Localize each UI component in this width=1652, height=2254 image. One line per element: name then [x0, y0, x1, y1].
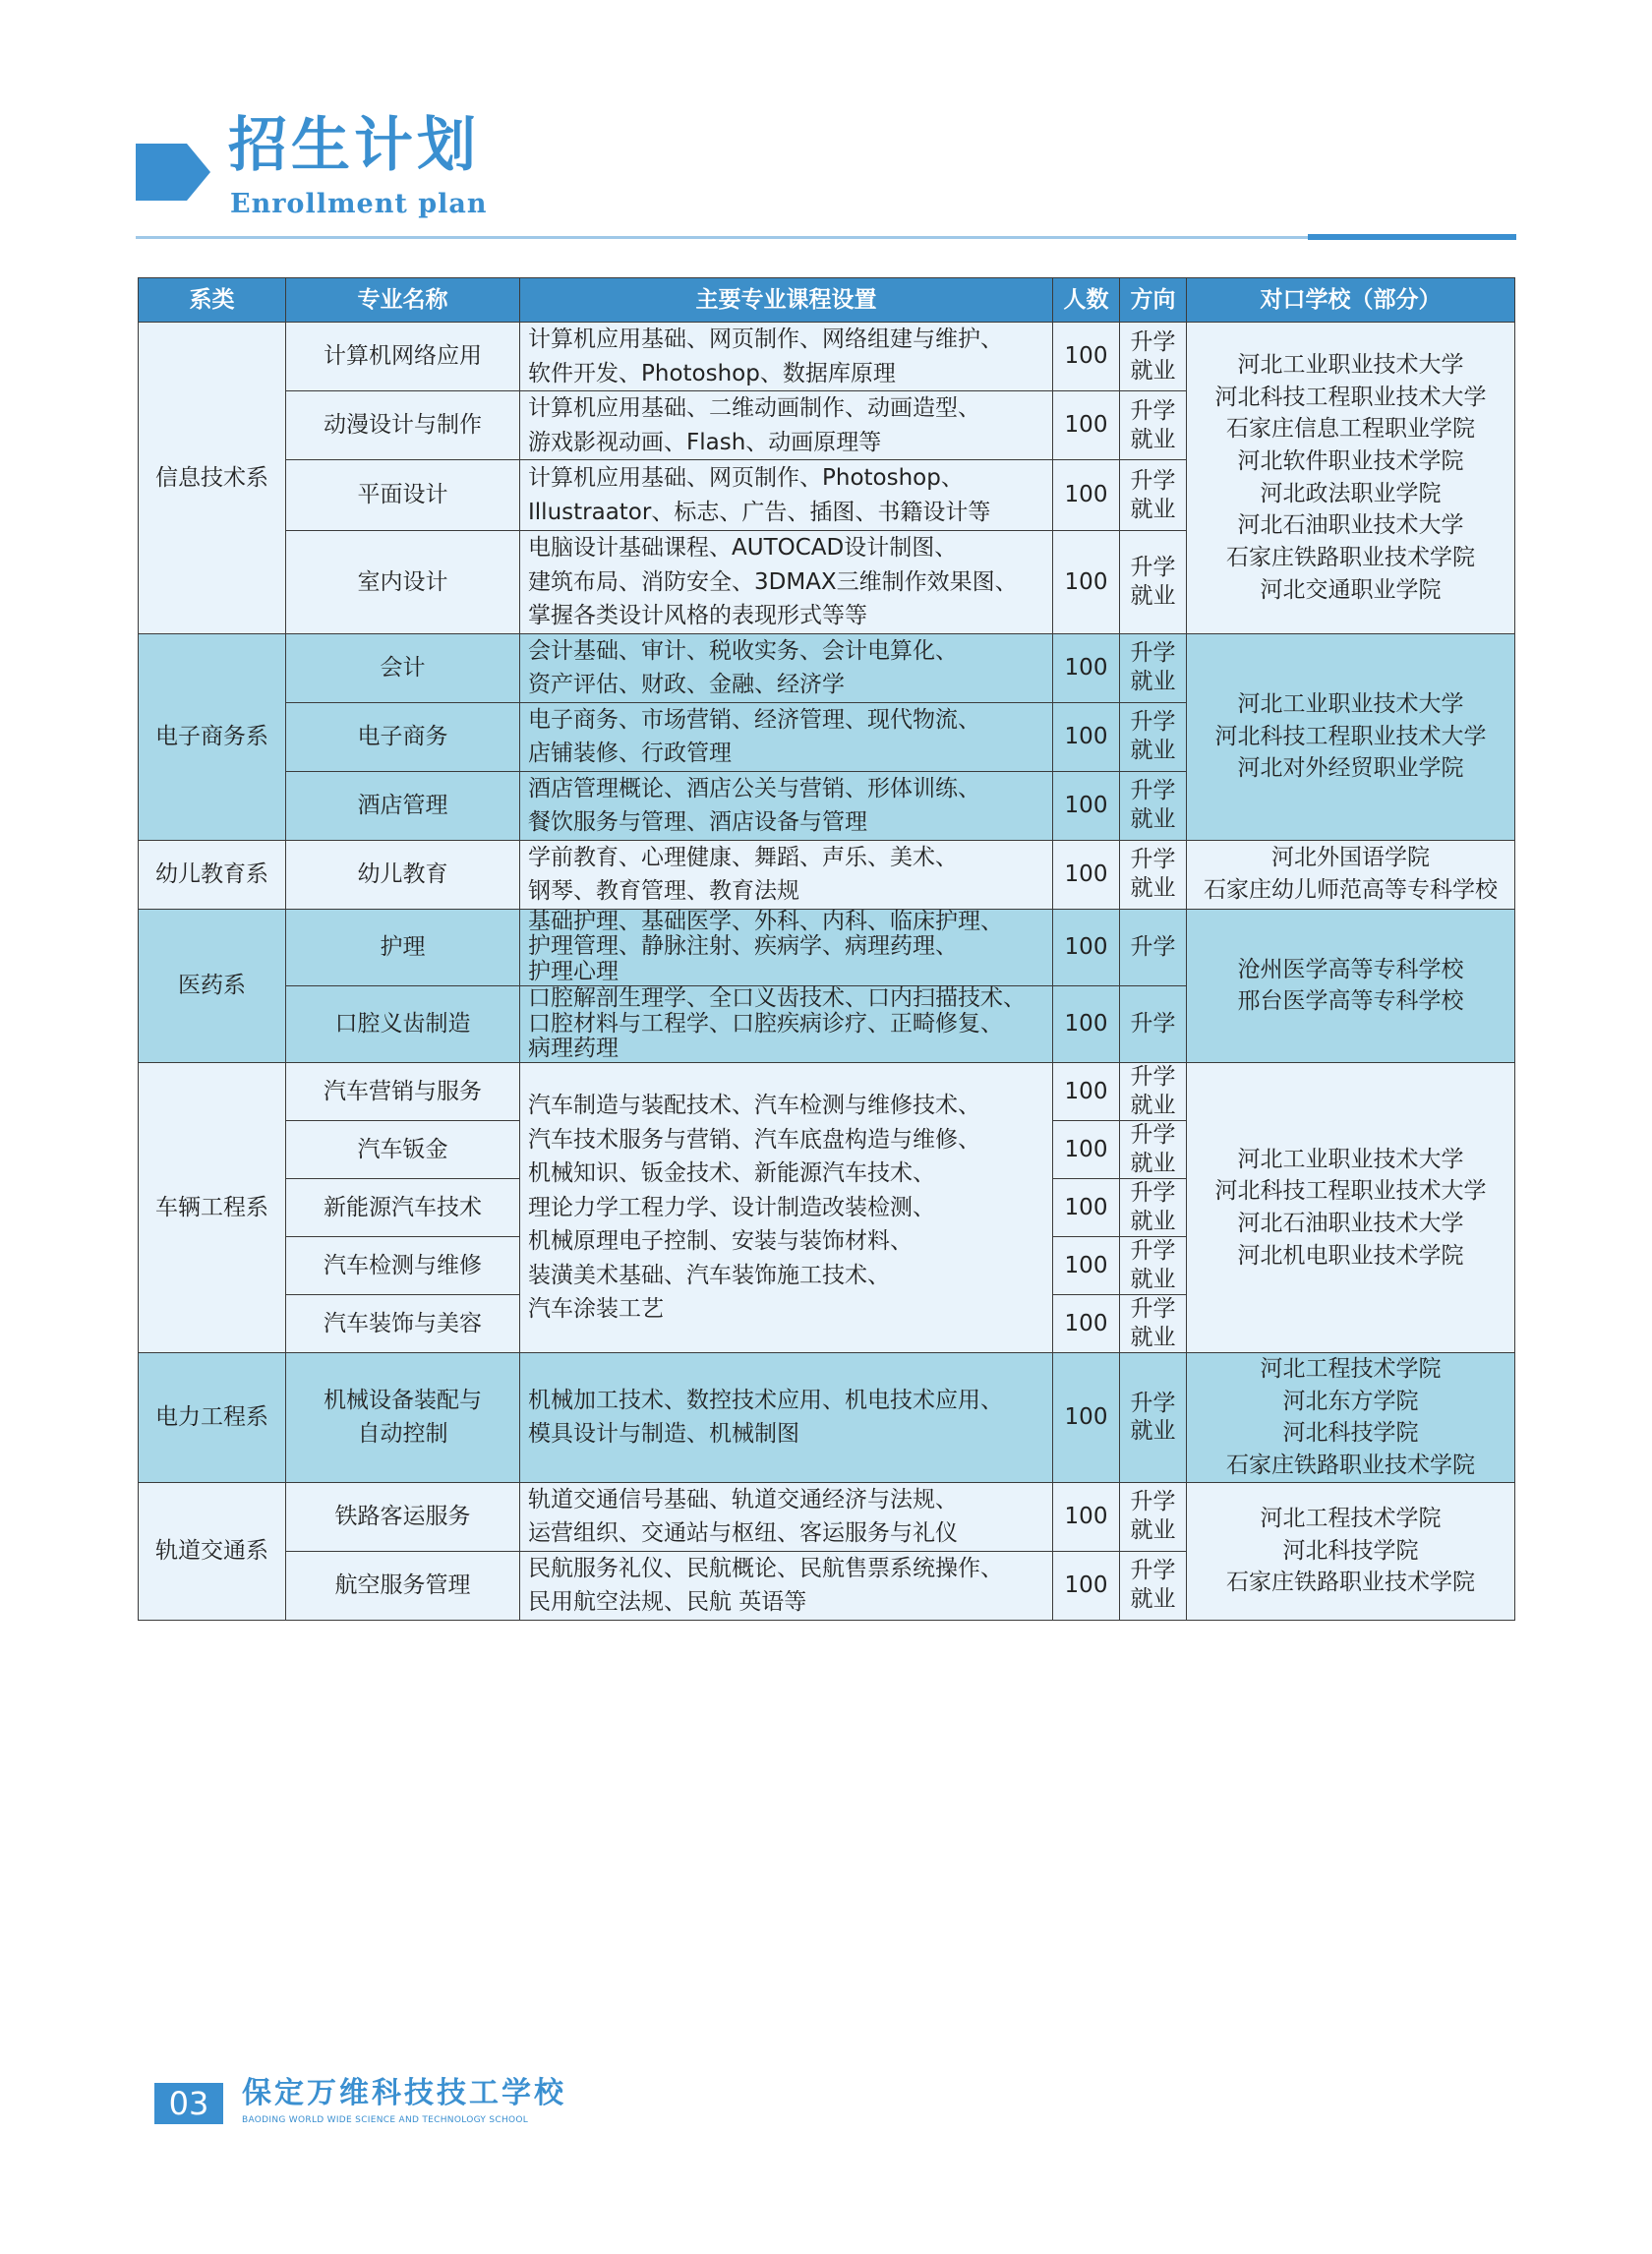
major-name-cell: 会计 — [286, 633, 520, 702]
major-name-cell: 平面设计 — [286, 460, 520, 531]
school-line: 河北科技工程职业技术大学 — [1214, 1178, 1487, 1205]
count-cell: 100 — [1053, 391, 1120, 460]
table-row — [139, 323, 1515, 391]
direction-line: 升学 — [1130, 1390, 1176, 1416]
department-cell: 医药系 — [139, 909, 286, 1063]
count-cell: 100 — [1053, 531, 1120, 634]
course-line: 汽车涂装工艺 — [528, 1296, 664, 1323]
courses-cell — [520, 702, 1053, 771]
school-line: 河北石油职业技术大学 — [1237, 512, 1464, 539]
course-line: 电子商务、市场营销、经济管理、现代物流、 — [528, 706, 980, 733]
enrollment-table — [138, 277, 1515, 1621]
course-line: 民用航空法规、民航 英语等 — [528, 1589, 807, 1616]
direction-line: 升学 — [1130, 1489, 1176, 1515]
major-name-line: 自动控制 — [357, 1421, 448, 1448]
count-cell: 100 — [1053, 1179, 1120, 1237]
count-cell: 100 — [1053, 909, 1120, 985]
header-divider-accent — [1308, 234, 1516, 240]
direction-line: 升学 — [1130, 1122, 1176, 1149]
column-header-count: 人数 — [1053, 278, 1120, 323]
course-line: 学前教育、心理健康、舞蹈、声乐、美术、 — [528, 844, 958, 870]
school-line: 河北科技工程职业技术大学 — [1214, 384, 1487, 410]
course-line: 汽车技术服务与营销、汽车底盘构造与维修、 — [528, 1126, 980, 1153]
direction-line: 升学 — [1130, 778, 1176, 804]
course-line: 游戏影视动画、Flash、动画原理等 — [528, 429, 882, 455]
major-name-cell — [286, 1353, 520, 1483]
direction-line: 升学 — [1130, 397, 1176, 424]
direction-cell — [1120, 531, 1187, 634]
table-row — [139, 909, 1515, 985]
direction-line: 就业 — [1130, 1093, 1176, 1118]
course-line: 口腔解剖生理学、全口义齿技术、口内扫描技术、 — [528, 984, 1026, 1011]
courses-cell — [520, 909, 1053, 985]
count-cell: 100 — [1053, 840, 1120, 909]
direction-cell — [1120, 323, 1187, 391]
table-row — [139, 1482, 1515, 1551]
major-name-cell: 汽车营销与服务 — [286, 1063, 520, 1121]
courses-cell — [520, 323, 1053, 391]
courses-cell — [520, 1353, 1053, 1483]
school-name-en: BAODING WORLD WIDE SCIENCE AND TECHNOLOGY SCHOOL — [242, 2115, 529, 2125]
school-line: 河北工业职业技术大学 — [1237, 1146, 1464, 1172]
school-line: 河北工业职业技术大学 — [1237, 691, 1464, 718]
direction-line: 升学 — [1130, 933, 1176, 960]
department-group — [139, 909, 1515, 1063]
column-header-direction: 方向 — [1120, 278, 1187, 323]
school-line: 河北科技工程职业技术大学 — [1214, 723, 1487, 749]
major-name-cell: 护理 — [286, 909, 520, 985]
direction-cell — [1120, 771, 1187, 840]
direction-line: 升学 — [1130, 847, 1176, 873]
school-line: 邢台医学高等专科学校 — [1237, 988, 1464, 1015]
column-header-schools: 对口学校（部分） — [1187, 278, 1515, 323]
school-line: 石家庄铁路职业技术学院 — [1226, 1452, 1475, 1478]
direction-line: 就业 — [1130, 806, 1176, 832]
major-name-cell: 电子商务 — [286, 702, 520, 771]
direction-line: 升学 — [1130, 1558, 1176, 1584]
table-row — [139, 1353, 1515, 1483]
school-line: 河北科技学院 — [1282, 1420, 1419, 1447]
school-line: 河北科技学院 — [1282, 1537, 1419, 1564]
direction-cell — [1120, 460, 1187, 531]
direction-line: 就业 — [1130, 875, 1176, 901]
courses-cell — [520, 633, 1053, 702]
course-line: 病理药理 — [528, 1036, 619, 1062]
direction-line: 升学 — [1130, 1296, 1176, 1323]
course-line: 装潢美术基础、汽车装饰施工技术、 — [528, 1262, 890, 1288]
course-line: 电脑设计基础课程、AUTOCAD设计制图、 — [528, 535, 958, 561]
school-line: 石家庄铁路职业技术学院 — [1226, 1570, 1475, 1596]
schools-cell — [1187, 633, 1515, 840]
direction-line: 就业 — [1130, 1267, 1176, 1292]
major-name-cell: 汽车检测与维修 — [286, 1237, 520, 1295]
schools-cell — [1187, 840, 1515, 909]
course-line: 资产评估、财政、金融、经济学 — [528, 672, 845, 697]
direction-cell — [1120, 985, 1187, 1062]
count-cell: 100 — [1053, 1551, 1120, 1620]
table-header-row — [139, 278, 1515, 323]
direction-cell — [1120, 1063, 1187, 1121]
table-row — [139, 633, 1515, 702]
courses-cell — [520, 460, 1053, 531]
school-line: 河北工程技术学院 — [1260, 1356, 1442, 1382]
course-line: 店铺装修、行政管理 — [528, 741, 732, 766]
course-line: 计算机应用基础、网页制作、Photoshop、 — [528, 465, 964, 491]
course-line: 模具设计与制造、机械制图 — [528, 1421, 799, 1448]
direction-cell — [1120, 909, 1187, 985]
count-cell: 100 — [1053, 633, 1120, 702]
course-line: 护理管理、静脉注射、疾病学、病理药理、 — [528, 933, 958, 960]
direction-line: 就业 — [1130, 426, 1176, 452]
major-name-cell: 酒店管理 — [286, 771, 520, 840]
major-name-cell: 航空服务管理 — [286, 1551, 520, 1620]
courses-cell — [520, 1551, 1053, 1620]
schools-cell — [1187, 323, 1515, 634]
course-line: 计算机应用基础、网页制作、网络组建与维护、 — [528, 326, 1003, 352]
count-cell: 100 — [1053, 1063, 1120, 1121]
direction-line: 升学 — [1130, 555, 1176, 580]
major-name-cell: 汽车钣金 — [286, 1121, 520, 1179]
major-name-line: 机械设备装配与 — [324, 1387, 482, 1413]
direction-line: 升学 — [1130, 467, 1176, 494]
course-line: Illustraator、标志、广告、插图、书籍设计等 — [528, 499, 991, 525]
department-cell: 电力工程系 — [139, 1353, 286, 1483]
school-line: 河北东方学院 — [1282, 1388, 1419, 1414]
department-group — [139, 1063, 1515, 1353]
count-cell: 100 — [1053, 1121, 1120, 1179]
schools-cell — [1187, 909, 1515, 1063]
count-cell: 100 — [1053, 1482, 1120, 1551]
count-cell: 100 — [1053, 771, 1120, 840]
course-line: 软件开发、Photoshop、数据库原理 — [528, 360, 896, 386]
column-header-courses: 主要专业课程设置 — [520, 278, 1053, 323]
direction-cell — [1120, 633, 1187, 702]
schools-cell — [1187, 1353, 1515, 1483]
direction-line: 就业 — [1130, 1151, 1176, 1176]
course-line: 钢琴、教育管理、教育法规 — [528, 878, 799, 904]
direction-cell — [1120, 1353, 1187, 1483]
count-cell: 100 — [1053, 1353, 1120, 1483]
department-cell: 轨道交通系 — [139, 1482, 286, 1620]
direction-line: 升学 — [1130, 1180, 1176, 1207]
column-header-major: 专业名称 — [286, 278, 520, 323]
courses-cell — [520, 771, 1053, 840]
header-arrow-icon — [136, 144, 210, 201]
count-cell: 100 — [1053, 323, 1120, 391]
course-line: 建筑布局、消防安全、3DMAX三维制作效果图、 — [528, 568, 1018, 595]
count-cell: 100 — [1053, 985, 1120, 1062]
school-line: 河北软件职业技术学院 — [1237, 448, 1464, 475]
school-name: 保定万维科技技工学校 — [242, 2076, 566, 2110]
direction-cell — [1120, 391, 1187, 460]
course-line: 掌握各类设计风格的表现形式等等 — [528, 603, 867, 628]
direction-line: 就业 — [1130, 738, 1176, 763]
course-line: 餐饮服务与管理、酒店设备与管理 — [528, 809, 867, 835]
course-line: 基础护理、基础医学、外科、内科、临床护理、 — [528, 908, 1003, 934]
courses-cell — [520, 985, 1053, 1062]
department-group — [139, 1482, 1515, 1620]
school-line: 石家庄信息工程职业学院 — [1226, 416, 1475, 443]
department-cell: 电子商务系 — [139, 633, 286, 840]
direction-line: 就业 — [1130, 1418, 1176, 1445]
direction-line: 就业 — [1130, 582, 1176, 609]
courses-cell — [520, 1063, 1053, 1353]
course-line: 轨道交通信号基础、轨道交通经济与法规、 — [528, 1486, 958, 1513]
direction-line: 升学 — [1130, 1238, 1176, 1265]
department-group — [139, 840, 1515, 909]
direction-line: 就业 — [1130, 1517, 1176, 1544]
direction-cell — [1120, 1295, 1187, 1353]
school-line: 河北对外经贸职业学院 — [1237, 755, 1464, 782]
course-line: 计算机应用基础、二维动画制作、动画造型、 — [528, 395, 980, 421]
direction-cell — [1120, 702, 1187, 771]
direction-line: 升学 — [1130, 1011, 1176, 1037]
school-line: 河北交通职业学院 — [1260, 576, 1442, 603]
direction-line: 就业 — [1130, 1209, 1176, 1234]
major-name-cell: 口腔义齿制造 — [286, 985, 520, 1062]
course-line: 会计基础、审计、税收实务、会计电算化、 — [528, 637, 958, 664]
department-group — [139, 633, 1515, 840]
direction-cell — [1120, 1237, 1187, 1295]
department-group — [139, 323, 1515, 634]
school-line: 沧州医学高等专科学校 — [1237, 956, 1464, 982]
count-cell: 100 — [1053, 460, 1120, 531]
course-line: 口腔材料与工程学、口腔疾病诊疗、正畸修复、 — [528, 1010, 1003, 1037]
direction-line: 升学 — [1130, 328, 1176, 355]
major-name-cell: 铁路客运服务 — [286, 1482, 520, 1551]
courses-cell — [520, 1482, 1053, 1551]
course-line: 机械加工技术、数控技术应用、机电技术应用、 — [528, 1387, 1003, 1413]
direction-line: 升学 — [1130, 709, 1176, 736]
direction-line: 就业 — [1130, 669, 1176, 694]
course-line: 机械原理电子控制、安装与装饰材料、 — [528, 1228, 913, 1255]
courses-cell — [520, 840, 1053, 909]
course-line: 运营组织、交通站与枢纽、客运服务与礼仪 — [528, 1520, 958, 1547]
direction-line: 就业 — [1130, 1586, 1176, 1613]
direction-line: 就业 — [1130, 496, 1176, 522]
school-line: 河北机电职业技术学院 — [1237, 1242, 1464, 1269]
department-cell: 幼儿教育系 — [139, 840, 286, 909]
direction-cell — [1120, 1179, 1187, 1237]
column-header-department: 系类 — [139, 278, 286, 323]
table-row — [139, 1063, 1515, 1121]
school-line: 石家庄铁路职业技术学院 — [1226, 545, 1475, 571]
major-name-cell: 计算机网络应用 — [286, 323, 520, 391]
school-line: 河北工业职业技术大学 — [1237, 352, 1464, 379]
course-line: 护理心理 — [528, 959, 619, 984]
major-name-cell: 汽车装饰与美容 — [286, 1295, 520, 1353]
direction-cell — [1120, 1551, 1187, 1620]
department-cell: 信息技术系 — [139, 323, 286, 634]
page-number: 03 — [154, 2083, 223, 2124]
direction-line: 就业 — [1130, 357, 1176, 384]
course-line: 机械知识、钣金技术、新能源汽车技术、 — [528, 1160, 935, 1187]
schools-cell — [1187, 1063, 1515, 1353]
direction-line: 就业 — [1130, 1325, 1176, 1350]
course-line: 酒店管理概论、酒店公关与营销、形体训练、 — [528, 775, 980, 801]
major-name-cell: 室内设计 — [286, 531, 520, 634]
course-line: 理论力学工程力学、设计制造改装检测、 — [528, 1194, 935, 1220]
department-cell: 车辆工程系 — [139, 1063, 286, 1353]
school-line: 河北工程技术学院 — [1260, 1506, 1442, 1532]
courses-cell — [520, 391, 1053, 460]
major-name-cell: 动漫设计与制作 — [286, 391, 520, 460]
schools-cell — [1187, 1482, 1515, 1620]
school-line: 河北政法职业学院 — [1260, 480, 1442, 506]
course-line: 民航服务礼仪、民航概论、民航售票系统操作、 — [528, 1555, 1003, 1581]
table-row — [139, 840, 1515, 909]
courses-cell — [520, 531, 1053, 634]
course-line: 汽车制造与装配技术、汽车检测与维修技术、 — [528, 1093, 980, 1119]
direction-line: 升学 — [1130, 640, 1176, 667]
page-title: 招生计划 — [228, 111, 480, 180]
major-name-cell: 幼儿教育 — [286, 840, 520, 909]
page-subtitle: Enrollment plan — [230, 189, 488, 219]
school-line: 石家庄幼儿师范高等专科学校 — [1204, 877, 1498, 903]
major-name-cell: 新能源汽车技术 — [286, 1179, 520, 1237]
count-cell: 100 — [1053, 1295, 1120, 1353]
school-line: 河北石油职业技术大学 — [1237, 1211, 1464, 1236]
direction-line: 升学 — [1130, 1064, 1176, 1091]
count-cell: 100 — [1053, 702, 1120, 771]
count-cell: 100 — [1053, 1237, 1120, 1295]
direction-cell — [1120, 840, 1187, 909]
department-group — [139, 1353, 1515, 1483]
school-line: 河北外国语学院 — [1271, 845, 1430, 871]
direction-cell — [1120, 1121, 1187, 1179]
direction-cell — [1120, 1482, 1187, 1551]
